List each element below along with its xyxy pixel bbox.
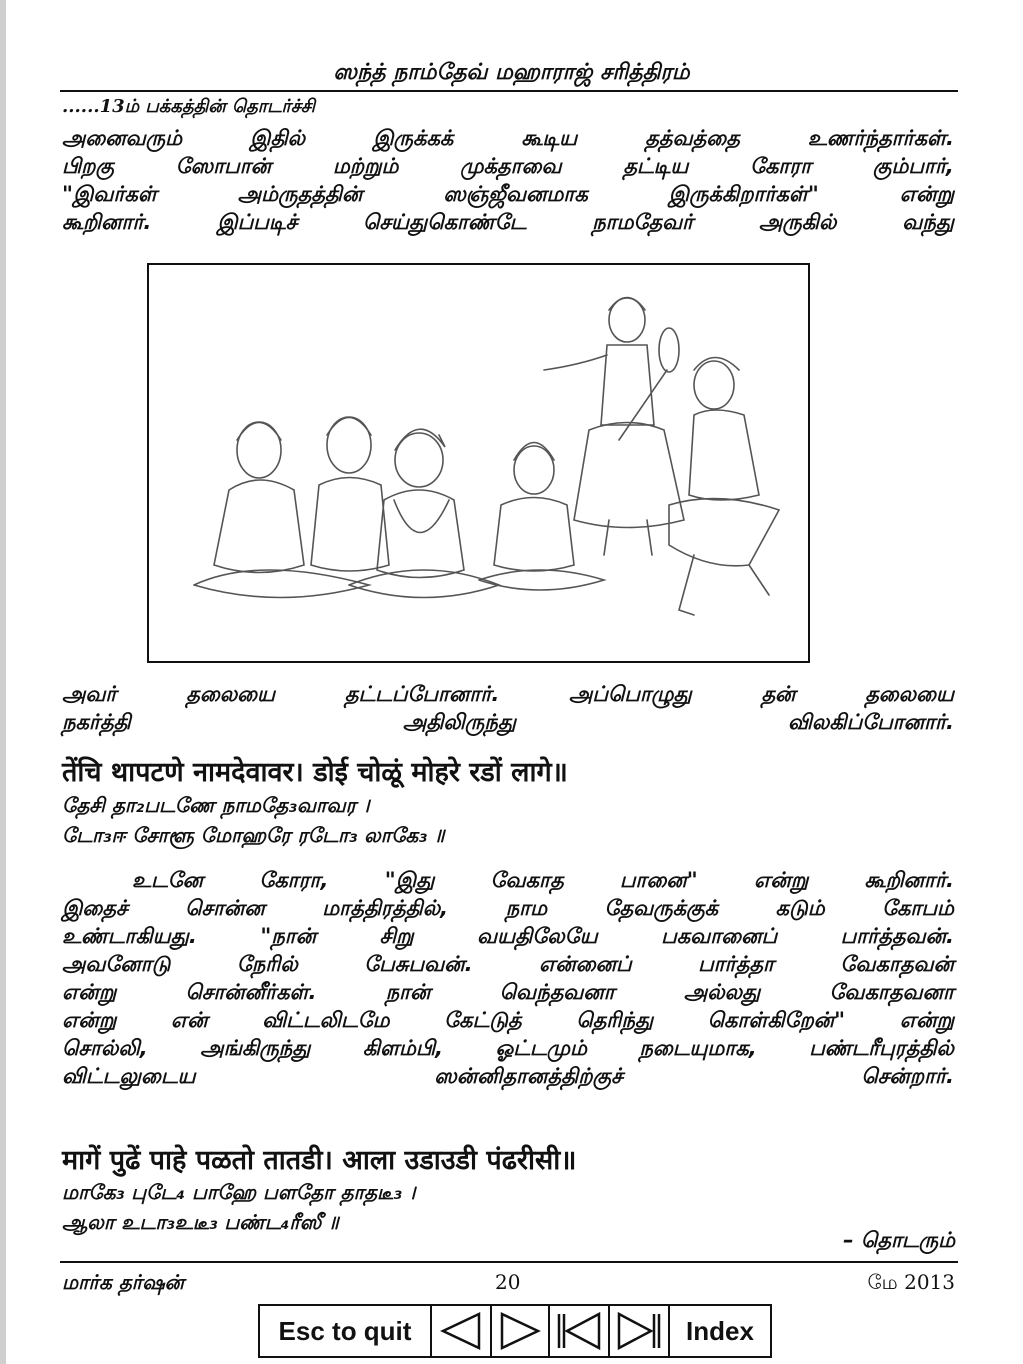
continued-note: – தொடரும் (843, 1228, 955, 1252)
word: பிறகு (62, 154, 114, 178)
word: "இது (384, 868, 435, 892)
word: வெந்தவனா (499, 980, 615, 1004)
word: என்று (62, 1008, 117, 1032)
continuation-note: ......13ம் பக்கத்தின் தொடர்ச்சி (62, 96, 315, 117)
word: மாத்திரத்தில், (322, 896, 449, 920)
verse-1-translit-line-1: தேசி தா₂படணே நாமதே₃வாவர । (62, 793, 370, 817)
word: இப்படிச் (217, 210, 298, 234)
word: என்று (62, 980, 117, 1004)
word: வயதிலேயே (477, 924, 598, 948)
marathi-verse-1: तेंचि थापटणे नामदेवावर। डोई चोळूं मोहरे रडों लागे॥ (62, 757, 568, 788)
page-number: 20 (495, 1270, 521, 1294)
word: சொன்னீர்கள். (185, 980, 317, 1004)
word: கடும் (775, 896, 825, 920)
word: கூறினார். (62, 210, 152, 234)
skip-to-start-icon (555, 1311, 603, 1351)
text-line (62, 180, 954, 208)
header-rule (60, 90, 958, 92)
word: பார்த்தா (698, 952, 774, 976)
paragraph-1 (62, 124, 954, 236)
word: அருகில் (758, 210, 837, 234)
triangle-left-icon (439, 1311, 483, 1351)
word: கிளம்பி, (362, 1036, 444, 1060)
word: உண்டாகியது. (62, 924, 197, 948)
verse-1-translit-line-2: டோ₃ஈ சோளூ மோஹரே ரடோ₃ லாகே₃ ॥ (62, 823, 445, 847)
skip-to-end-icon (615, 1311, 663, 1351)
previous-page-button[interactable] (432, 1306, 492, 1356)
text-line (62, 208, 954, 236)
word: சொன்ன (185, 896, 265, 920)
word: நான் (385, 980, 431, 1004)
illustration-saints (147, 263, 810, 663)
paragraph-2 (62, 680, 954, 736)
word: தெரிந்து (576, 1008, 654, 1032)
esc-quit-button[interactable]: Esc to quit (260, 1306, 432, 1356)
text-line: நகர்த்தி அதிலிருந்து விலகிப்போனார். (62, 710, 954, 734)
word: என் (170, 1008, 208, 1032)
word: என்று (899, 182, 954, 206)
word: இதில் (250, 126, 306, 150)
word: நாமதேவர் (592, 210, 694, 234)
word: அனைவரும் (62, 126, 183, 150)
word: கூறினார். (864, 868, 954, 892)
word: பகவானைப் (661, 924, 778, 948)
word: வேகாதவன் (840, 952, 954, 976)
index-button[interactable]: Index (670, 1306, 770, 1356)
text-line (62, 1034, 954, 1062)
next-page-button[interactable] (492, 1306, 550, 1356)
word: அங்கிருந்து (200, 1036, 311, 1060)
word: அவர் (62, 682, 117, 706)
word: பேசுபவன். (364, 952, 473, 976)
word: நேரில் (236, 952, 298, 976)
word: கேட்டுத் (444, 1008, 522, 1032)
word: தட்டப்போனார். (344, 682, 500, 706)
word: கோரா (750, 154, 812, 178)
marathi-verse-2: मागें पुढें पाहे पळतो तातडी। आला उडाउडी पंढरीसी॥ (62, 1145, 577, 1176)
last-page-button[interactable] (610, 1306, 670, 1356)
footer-rule (60, 1261, 958, 1263)
verse-2-translit-line-2: ஆலா உடா₃உடீ₃ பண்ட₄ரீஸீ ॥ (62, 1210, 339, 1234)
word: பண்டரீபுரத்தில் (809, 1036, 954, 1060)
text-line (62, 680, 954, 708)
word: ஸோபான் (175, 154, 272, 178)
word: என்னைப் (539, 952, 632, 976)
word: தேவருக்குக் (604, 896, 719, 920)
word: ஓட்டமும் (495, 1036, 587, 1060)
word: வந்து (902, 210, 954, 234)
word: "இவர்கள் (62, 182, 157, 206)
word: சொல்லி, (62, 1036, 148, 1060)
issue-date: மே 2013 (867, 1270, 955, 1294)
word: ஸஞ்ஜீவனமாக (443, 182, 588, 206)
word: விட்டலிடமே (262, 1008, 390, 1032)
word: அப்பொழுது (569, 682, 692, 706)
word: அல்லது (683, 980, 761, 1004)
word: கோபம் (882, 896, 954, 920)
triangle-right-icon (498, 1311, 542, 1351)
word: அம்ருதத்தின் (237, 182, 363, 206)
text-line (62, 1006, 954, 1034)
text-line (62, 950, 954, 978)
word: கும்பார், (872, 154, 954, 178)
word: முக்தாவை (460, 154, 562, 178)
text-line (62, 978, 954, 1006)
word: தத்வத்தை (645, 126, 740, 150)
word: தலையை (186, 682, 276, 706)
word: என்று (899, 1008, 954, 1032)
word: உணர்ந்தார்கள். (807, 126, 954, 150)
word: செய்துகொண்டே (363, 210, 527, 234)
word: அவனோடு (62, 952, 171, 976)
page-edge (0, 0, 6, 1364)
word: தட்டிய (623, 154, 689, 178)
word: வேகாதவனா (829, 980, 954, 1004)
first-page-button[interactable] (550, 1306, 610, 1356)
word: இருக்கக் (373, 126, 454, 150)
word: இருக்கிறார்கள்" (668, 182, 819, 206)
word: உடனே (132, 868, 204, 892)
word: பானை" (619, 868, 698, 892)
saints-sketch-image (149, 265, 808, 661)
word: தன் (761, 682, 796, 706)
text-line (62, 922, 954, 950)
text-line (62, 152, 954, 180)
word: நாம (505, 896, 547, 920)
word: என்று (753, 868, 809, 892)
text-line (62, 894, 954, 922)
word: கோரா, (259, 868, 329, 892)
verse-2-translit-line-1: மாகே₃ புடே₄ பாஹே பளதோ தாதடீ₃ । (62, 1180, 416, 1204)
word: "நான் (260, 924, 317, 948)
text-line (62, 124, 954, 152)
word: இதைச் (62, 896, 128, 920)
word: கொள்கிறேன்" (707, 1008, 846, 1032)
word: கூடிய (521, 126, 578, 150)
word: சிறு (379, 924, 414, 948)
text-line (62, 866, 954, 894)
text-line: விட்டலுடைய ஸன்னிதானத்திற்குச் சென்றார். (62, 1064, 954, 1088)
magazine-name: மார்க தர்ஷன் (62, 1270, 185, 1294)
paragraph-3 (62, 866, 954, 1090)
page-title: ஸந்த் நாம்தேவ் மஹாராஜ் சரித்திரம் (333, 60, 690, 85)
navigation-bar (258, 1304, 772, 1358)
word: நடையுமாக, (639, 1036, 757, 1060)
word: பார்த்தவன். (840, 924, 954, 948)
word: தலையை (865, 682, 954, 706)
word: வேகாத (490, 868, 564, 892)
word: மற்றும் (332, 154, 399, 178)
